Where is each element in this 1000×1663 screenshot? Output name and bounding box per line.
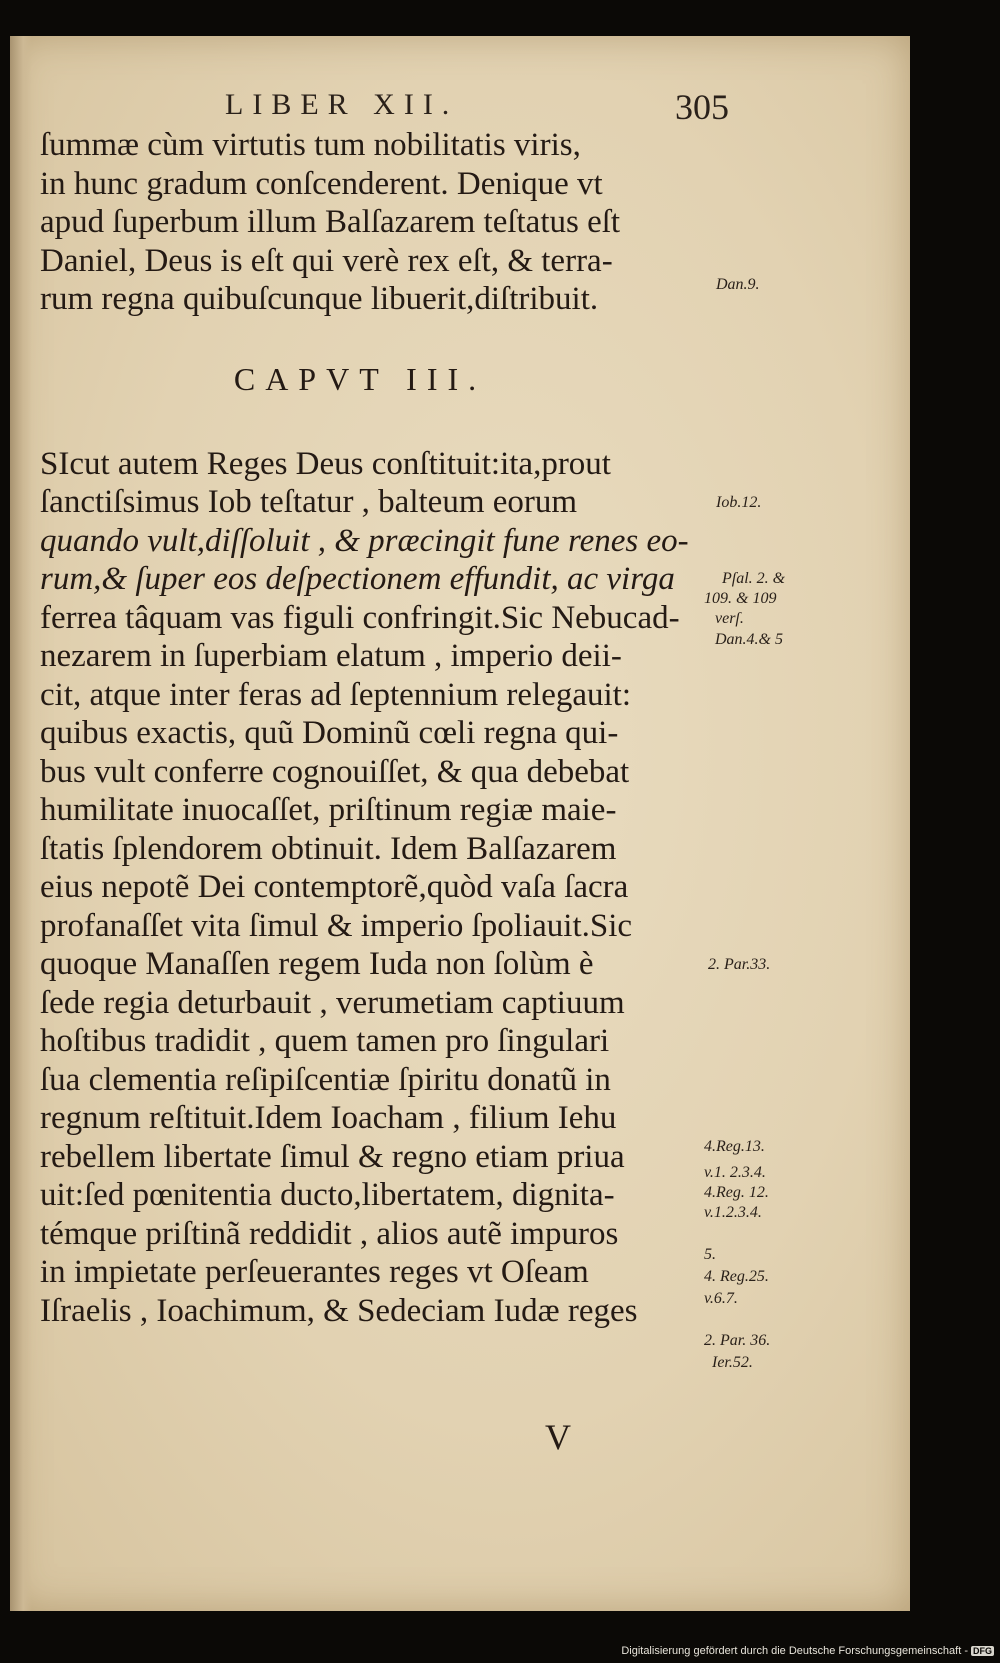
text-line: SIcut autem Reges Deus conſtituit:ita,prout [40,445,611,482]
text-line: eius nepotẽ Dei contemptorẽ,quòd vaſa ſacra [40,869,629,905]
text-line: in hunc gradum conſcenderent. Denique vt [40,165,603,202]
book-page [10,36,910,1611]
margin-note: Iob.12. [716,494,762,511]
text-line: humilitate inuocaſſet, priſtinum regiæ maie- [40,792,617,828]
margin-note: 2. Par.33. [708,956,771,973]
text-line: ferrea tâquam vas figuli confringit.Sic Nebucad- [40,599,680,636]
text-line: ſua clementia reſipiſcentiæ ſpiritu donatũ in [40,1061,611,1098]
text-line: hoſtibus tradidit , quem tamen pro ſingulari [40,1023,610,1059]
running-title: LIBER XII. [225,88,459,121]
text-line: ſtatis ſplendorem obtinuit. Idem Balſazarem [40,830,617,867]
text-line: Daniel, Deus is eſt qui verè rex eſt, & terra- [40,242,613,279]
dfg-logo: DFG [973,1646,992,1656]
margin-note: 109. & 109 [704,590,777,607]
digitization-credit [621,1645,994,1657]
text-line: témque priſtinã reddidit , alios autẽ impuros [40,1215,619,1252]
text-line: rebellem libertate ſimul & regno etiam priua [40,1138,625,1175]
text-line: nezarem in ſuperbiam elatum , imperio deii- [40,638,622,674]
text-line: cit, atque inter feras ad ſeptennium relegauit: [40,676,632,713]
text-line: quando vult,diſſoluit , & præcingit fune renes eo- [40,522,689,559]
text-line: bus vult conferre cognouiſſet, & qua debebat [40,753,630,790]
margin-note: verſ. [715,610,744,627]
text-line: rum,& ſuper eos deſpectionem effundit, ac virga [40,561,675,597]
margin-note: 2. Par. 36. [704,1332,771,1349]
text-line: quoque Manaſſen regem Iuda non ſolùm è [40,946,594,982]
text-line: uit:ſed pœnitentia ducto,libertatem, dignita- [40,1177,615,1213]
text-line: quibus exactis, quũ Dominũ cœli regna qui- [40,715,619,751]
margin-note: v.1. 2.3.4. [704,1164,766,1181]
margin-note: 4.Reg. 12. [704,1184,769,1201]
catchword: V [545,1417,571,1457]
chapter-heading: CAPVT III. [233,360,487,397]
margin-note: Dan.4.& 5 [715,631,783,648]
text-line: in impietate perſeuerantes reges vt Oſeam [40,1254,589,1290]
margin-note: v.1.2.3.4. [704,1204,762,1221]
page-spine-shadow [10,36,32,1611]
margin-note: 4.Reg.13. [704,1138,765,1155]
margin-note: 4. Reg.25. [704,1268,769,1285]
page-number: 305 [675,87,729,127]
text-line: ſede regia deturbauit , verumetiam captiuum [40,984,625,1021]
text-line: profanaſſet vita ſimul & imperio ſpoliauit.Sic [40,907,633,944]
margin-note: Dan.9. [716,276,760,293]
credit-text: Digitalisierung gefördert durch die Deutsche Forschungsgemeinschaft - [621,1645,968,1657]
text-line: Iſraelis , Ioachimum, & Sedeciam Iudæ reges [40,1292,638,1329]
text-line: ſummæ cùm virtutis tum nobilitatis viris, [40,127,581,163]
margin-note: Ier.52. [712,1354,753,1371]
text-line: regnum reſtituit.Idem Ioacham , filium Iehu [40,1100,617,1136]
margin-note: v.6.7. [704,1290,738,1307]
margin-note: 5. [704,1246,716,1263]
margin-note: Pſal. 2. & [722,570,786,587]
body-text [40,126,730,1330]
text-line: rum regna quibuſcunque libuerit,diſtribuit. [40,281,599,317]
text-line: apud ſuperbum illum Balſazarem teſtatus eſt [40,204,621,240]
text-line: ſanctiſsimus Iob teſtatur , balteum eorum [40,484,578,520]
